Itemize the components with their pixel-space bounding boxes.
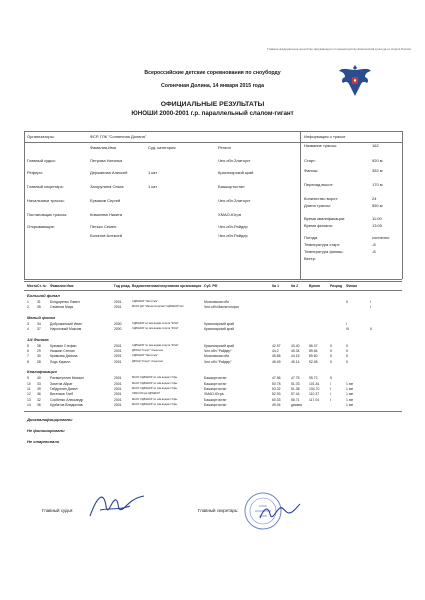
official-category: Суд. категория: [148, 145, 176, 150]
rank-cell: I: [330, 387, 331, 391]
place-cell: 6: [27, 349, 29, 353]
run1-cell: 42.97: [272, 343, 281, 348]
course-info-label: Время финала:: [304, 223, 333, 228]
place-cell: 1: [27, 300, 29, 304]
footer-label: Не стартовали: [27, 438, 60, 444]
official-region: Регион: [218, 145, 231, 150]
year-cell: 2001: [114, 397, 122, 402]
time-cell: 95.72: [309, 376, 318, 381]
name-cell: Рахматуллин Михаил: [50, 376, 84, 381]
place-cell: 10: [27, 381, 31, 386]
name-cell: Доброжанский Иван: [50, 321, 82, 326]
run2-cell: 44.15: [291, 354, 300, 359]
official-region: Красноярский край: [218, 170, 254, 175]
course-info-value: 170 м: [372, 182, 383, 187]
official-region: Чел.обл.Райдер: [218, 233, 248, 238]
course-info-label: Время квалификации:: [304, 216, 346, 221]
place-cell: 7: [27, 354, 29, 359]
chief-secretary-label: Главный секретарь:: [198, 508, 239, 513]
rank-cell: I: [330, 392, 331, 397]
table-header-cell: Разряд: [330, 284, 342, 288]
time-cell: 104.70: [309, 387, 320, 391]
official-role-label: Рефери:: [27, 170, 43, 175]
official-name: ФСР, ГЛК "Солнечная Долина": [90, 134, 147, 139]
final-cell: II: [346, 343, 348, 348]
table-header-cell: Кв 1: [272, 284, 279, 288]
course-info-value: 352 м: [372, 168, 383, 173]
name-cell: Веселков Глеб: [50, 392, 74, 397]
final2-cell: I: [370, 305, 371, 310]
final-cell: II: [346, 349, 348, 353]
run2-cell: дисква: [291, 403, 302, 408]
official-region: ХМАО-Югра: [218, 212, 241, 217]
org-cell: МАОУ СДЮШОР по зим.видам г.Уфы: [132, 381, 178, 385]
name-cell: Кравкова Данила: [50, 354, 78, 359]
rank-cell: II: [330, 354, 332, 359]
rank-cell: I: [330, 381, 331, 386]
course-info-value: -8: [372, 242, 376, 247]
final-cell: II: [346, 354, 348, 359]
place-cell: 14: [27, 403, 31, 408]
bib-cell: 36: [37, 392, 41, 397]
official-role-label: Главный судья:: [27, 158, 56, 163]
year-cell: 2001: [114, 359, 122, 364]
org-cell: ДЮСШ "Спорт" г.Кыштым: [132, 349, 163, 352]
event-title: [0, 70, 425, 76]
chief-secretary-signature: [256, 498, 302, 526]
course-info-value: 24: [372, 196, 377, 201]
bib-cell: 38: [37, 343, 41, 348]
year-cell: 2001: [114, 403, 122, 408]
course-info-value: солнечно: [372, 235, 390, 240]
run1-cell: 60.33: [272, 397, 281, 402]
time-cell: 101.81: [309, 381, 320, 386]
table-top-rule: [24, 281, 402, 282]
final-cell: 1 юн: [346, 387, 354, 391]
final-cell: III: [346, 327, 349, 332]
official-role-label: Постановщик трассы:: [27, 212, 68, 217]
name-cell: Ныжкин Степан: [50, 349, 75, 353]
region-cell: Красноярский край: [204, 343, 234, 348]
time-cell: 89.60: [309, 354, 318, 359]
chief-judge-signature: [86, 488, 148, 522]
info-top-rule: [24, 131, 402, 132]
run1-cell: 46.49: [272, 359, 281, 364]
official-region: Башкортостан: [218, 184, 245, 189]
bib-cell: 35: [37, 305, 41, 310]
place-cell: 8: [27, 359, 29, 364]
time-cell: 117.04: [309, 397, 320, 402]
place-cell: 9: [27, 376, 29, 381]
final-cell: I: [346, 321, 347, 326]
official-name: Держанова Алексей: [90, 170, 128, 175]
table-header-cell: Ст. №: [37, 284, 47, 288]
run2-cell: 51.38: [291, 387, 300, 391]
final-cell: 1 юн: [346, 381, 354, 386]
year-cell: 2000: [114, 327, 122, 332]
run1-cell: 52.93: [272, 392, 281, 397]
org-cell: СДЮШОР "Ласточка": [132, 354, 158, 358]
table-bottom-rule: [24, 411, 402, 412]
table-header-cell: Фамилия Имя: [50, 284, 74, 288]
run2-cell: 57.44: [291, 392, 300, 397]
region-cell: Красноярский край: [204, 321, 234, 326]
table-header-cell: Финал: [346, 284, 358, 288]
org-cell: ХМАО-Югра СДЮШОР: [132, 392, 160, 396]
year-cell: 2001: [114, 300, 122, 304]
rank-cell: I: [330, 397, 331, 402]
course-info-label: Перепад высот:: [304, 182, 334, 187]
time-cell: 86.07: [309, 343, 318, 348]
run1-cell: 53.32: [272, 387, 281, 391]
course-info-label: Длина трассы:: [304, 203, 332, 208]
place-cell: 2: [27, 305, 29, 310]
official-name: Ермаков Сергей: [90, 198, 121, 203]
region-cell: Башкортостан: [204, 381, 227, 386]
year-cell: 2000: [114, 321, 122, 326]
name-cell: Кузьмин Стефан: [50, 343, 77, 348]
bib-cell: 32: [37, 397, 41, 402]
region-cell: ХМАО-Югра: [204, 392, 224, 397]
official-role-label: Открывающие:: [27, 224, 55, 229]
name-cell: Семенов Марк: [50, 305, 74, 310]
year-cell: 2001: [114, 354, 122, 359]
time-cell: 89.54: [309, 349, 318, 353]
course-info-value: 162: [372, 143, 379, 148]
time-cell: 110.37: [309, 392, 320, 397]
table-header-cell: Год рожд.: [114, 284, 131, 288]
official-role-label: Организаторы:: [27, 134, 55, 139]
run1-cell: 44.2: [272, 349, 279, 353]
footer-label: Дисквалифицированы: [27, 416, 73, 422]
region-cell: Московская обл: [204, 354, 230, 359]
official-name: Петрова Наталья: [90, 158, 123, 163]
rank-cell: II: [330, 359, 332, 364]
run2-cell: 45.34: [291, 349, 300, 353]
final-cell: 1 юн: [346, 403, 354, 408]
rank-cell: II: [330, 343, 332, 348]
name-cell: Сообенко Александр: [50, 397, 84, 402]
info-right-rule: [402, 131, 403, 279]
year-cell: 2001: [114, 387, 122, 391]
rank-cell: II: [330, 349, 332, 353]
header-note: Главное федеральное агентство окружающего по министерству физической культуры и спорта России: [267, 47, 411, 51]
org-cell: СДЮШОР по зим.видам спорта "КСШ": [132, 327, 179, 331]
run1-cell: 45.85: [272, 354, 281, 359]
table-header-cell: Время: [309, 284, 320, 288]
course-info-value: -8: [372, 249, 376, 254]
course-info-label: Название трассы:: [304, 143, 338, 148]
official-region: Чел.обл.Райдер: [218, 224, 248, 229]
official-role-label: Начальники трассы:: [27, 198, 65, 203]
bib-cell: 37: [37, 327, 41, 332]
place-cell: 11: [27, 387, 31, 391]
place-cell: 3: [27, 321, 29, 326]
run1-cell: 49.04: [272, 403, 281, 408]
table-header-rule: [24, 290, 402, 291]
org-cell: СДЮШОР "Ласточка": [132, 300, 158, 303]
bib-cell: 39: [37, 387, 41, 391]
final-cell: II: [346, 300, 348, 304]
emblem-icon: [333, 58, 377, 102]
results-subheading: ЮНОШИ 2000-2001 г.р. параллельный слалом-гигант: [131, 110, 294, 117]
name-cell: Нароловый Максим: [50, 327, 82, 332]
official-name: Ковалева Никита: [90, 212, 122, 217]
org-cell: МАОУ СДЮШОР по зим.видам г.Уфы: [132, 403, 178, 407]
name-cell: Габдуллин Данил: [50, 387, 78, 391]
group-title: Квалификация: [27, 369, 57, 375]
event-date: Солнечная Долина, 14 января 2015 года: [161, 83, 264, 89]
year-cell: 2001: [114, 381, 122, 386]
run2-cell: 43.40: [291, 343, 300, 348]
name-cell: Курбатов Владислав: [50, 403, 83, 408]
place-cell: 13: [27, 397, 31, 402]
name-cell: Бондаренко Павел: [50, 300, 80, 304]
bib-cell: 34: [37, 321, 41, 326]
name-cell: Лодь Кирилл: [50, 359, 71, 364]
event-title-line1: Всероссийские детские соревнования по сноуборду: [144, 70, 281, 76]
final2-cell: I: [370, 300, 371, 304]
place-cell: 4: [27, 327, 29, 332]
rank-cell: II: [330, 376, 332, 381]
results-heading: ОФИЦИАЛЬНЫЕ РЕЗУЛЬТАТЫ: [160, 101, 265, 108]
bib-cell: 40: [37, 376, 41, 381]
info-divider-rule: [300, 131, 301, 279]
place-cell: 12: [27, 392, 31, 397]
bib-cell: 30: [37, 354, 41, 359]
course-info-label: Количество ворот:: [304, 196, 339, 201]
course-info-label: Погода: [304, 235, 318, 240]
run2-cell: 47.75: [291, 376, 300, 381]
official-region: Чел.обл.Златоуст: [218, 158, 251, 163]
official-name: Петько Семен: [90, 224, 117, 229]
year-cell: 2001: [114, 349, 122, 353]
final2-cell: II: [370, 327, 372, 332]
course-info-value: 920 м: [372, 158, 383, 163]
run1-cell: 47.96: [272, 376, 281, 381]
run2-cell: 56.71: [291, 397, 300, 402]
org-cell: ДЮСШ "Спорт" г.Кыштым: [132, 359, 163, 363]
course-info-label: Финиш:: [304, 168, 319, 173]
course-info-value: 550 м: [372, 203, 383, 208]
final-cell: II: [346, 359, 348, 364]
table-header-cell: Место: [27, 284, 38, 288]
bib-cell: 36: [37, 403, 41, 408]
course-info-label: Ветер:: [304, 256, 317, 261]
official-role-label: Главный секретарь:: [27, 184, 64, 189]
region-cell: Башкортостан: [204, 397, 227, 402]
official-region: Чел.обл.Златоуст: [218, 198, 251, 203]
group-title: Большой финал: [27, 293, 60, 298]
bib-cell: 33: [37, 381, 41, 386]
footer-label: Не финишировали: [27, 427, 65, 433]
org-cell: МАОУ ДО "Магнитогорская" СДЮШОР №1: [132, 305, 184, 309]
chief-judge-label: Главный судья:: [42, 508, 74, 513]
year-cell: 2001: [114, 343, 122, 348]
course-info-label: Температура старт:: [304, 242, 341, 247]
region-cell: Башкортостан: [204, 376, 227, 381]
official-name: Болатов Алексей: [90, 233, 122, 238]
org-cell: СДЮШОР по зим.видам спорта "КСШ": [132, 343, 179, 347]
info-sub-rule: [24, 142, 402, 143]
course-info-label: Температура финиш:: [304, 249, 344, 254]
group-title: 1/4 Финала: [27, 336, 49, 342]
time-cell: 92.08: [309, 359, 318, 364]
run1-cell: 50.78: [272, 381, 281, 386]
official-name: Фамилия,Имя: [90, 145, 116, 150]
region-cell: Красноярский край: [204, 327, 234, 332]
place-cell: 5: [27, 343, 29, 348]
bib-cell: 31: [37, 300, 41, 304]
course-info-label: Информация о трассе: [304, 134, 346, 139]
region-cell: Чел.обл.Магнитогорск: [204, 305, 239, 310]
official-name: Загорулина Ольга: [90, 184, 124, 189]
year-cell: 2001: [114, 392, 122, 397]
run2-cell: 51.03: [291, 381, 300, 386]
region-cell: Чел.обл."Райдер": [204, 349, 232, 353]
region-cell: Башкортостан: [204, 403, 227, 408]
run2-cell: 45.14: [291, 359, 300, 364]
org-cell: МАОУ СДЮШОР по зим.видам г.Уфы: [132, 397, 178, 401]
org-cell: СДЮШОР по зим.видам спорта "КСШ": [132, 321, 179, 325]
final-cell: 1 юн: [346, 392, 354, 397]
final-cell: 1 юн: [346, 397, 354, 402]
year-cell: 2001: [114, 305, 122, 310]
name-cell: Загитов Айрат: [50, 381, 73, 386]
table-header-cell: Ведомственная/спортивная организация: [132, 284, 202, 288]
official-category: 1 кат: [148, 170, 158, 175]
region-cell: Московская обл: [204, 300, 230, 304]
bib-cell: 29: [37, 349, 41, 353]
course-info-value: 11:00: [372, 216, 382, 221]
info-left-rule: [24, 131, 25, 279]
course-info-label: Старт:: [304, 158, 316, 163]
org-cell: МАОУ СДЮШОР по зим.видам г.Уфы: [132, 376, 178, 380]
region-cell: Башкортостан: [204, 387, 227, 391]
table-header-cell: Суб. РФ: [204, 284, 218, 288]
org-cell: МАОУ СДЮШОР по зим.видам г.Уфы: [132, 387, 178, 390]
info-bottom-rule: [24, 279, 402, 280]
group-title: Малый финал: [27, 314, 56, 320]
course-info-value: 13:00: [372, 223, 383, 228]
region-cell: Чел.обл."Райдер": [204, 359, 232, 364]
year-cell: 2001: [114, 376, 122, 381]
table-header-cell: Кв 2: [291, 284, 298, 288]
bib-cell: 28: [37, 359, 41, 364]
official-category: 1 кат: [148, 184, 158, 189]
